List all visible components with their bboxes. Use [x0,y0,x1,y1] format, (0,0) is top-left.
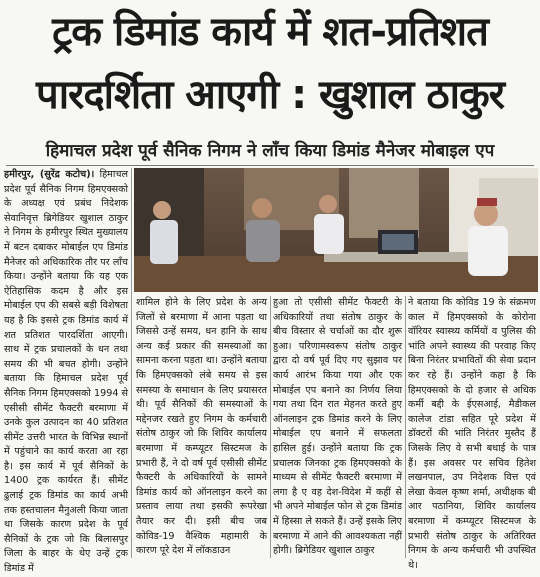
news-photo [134,168,538,292]
subheadline: हिमाचल प्रदेश पूर्व सैनिक निगम ने लॉंच किया डिमांड मैनेजर मोबाइल एप [45,141,495,161]
column-divider-3 [405,296,406,558]
headline-line-2: पारदर्शिता आएगी : खुशाल ठाकुर [35,72,505,118]
dateline: हमीरपुर, (सुरेंद्र कटोच)। [4,169,95,180]
headline-line-1: ट्रक डिमांड कार्य में शत-प्रतिशत [52,9,488,55]
column-2-text: शामिल होने के लिए प्रदेश के अन्य जिलों से बरमाणा में आना पड़ता था जिससे उन्हें समय, धन हानि के साथ अन्य कई प्रकार की समस्याओं का सामना करना पड़ता था। उन्होंने बताया कि हिमएक्सको लंबे समय से इस समस्या के समाधान के लिए प्रयासरत थी। पूर्व सैनिकों की समस्याओं के मद्देनजर रखते हुए निगम के कर्मचारी संतोष ठाकुर जो कि शिविर कार्यालय बरमाणा में कम्प्यूटर सिस्टमज के प्रभारी हैं, ने दो वर्ष पूर्व एसीसी सीमेंट फैक्टरी के अधिकारियों के सामने डिमांड कार्य को ऑनलाइन करने का प्रस्ताव लाया तथा इसकी रूपरेखा तैयार कर दी। इसी बीच जब कोविड-19 वैश्विक महामारी के कारण पूरे देश में लॉकडाउन [136,297,267,557]
column-divider-1 [131,168,132,558]
column-3-text: हुआ तो एसीसी सीमेंट फैक्टरी के अधिकारियों तथा संतोष ठाकुर के बीच विस्तार से चर्चाओं का दौर शुरू हुआ। परिणामस्वरूप संतोष ठाकुर द्वारा दो वर्ष पूर्व दिए गए सुझाव पर कार्य आरंभ किया गया और एक मोबाईल एप बनाने का निर्णय लिया गया तथा दिन रात मेहनत करते हुए ऑनलाइन ट्रक डिमांड करने के लिए मोबाईल एप बनाने में सफलता हासिल हुई। उन्होंने बताया कि ट्रक प्रचालक जिनका ट्रक हिमएक्सको के माध्यम से सीमेंट फैक्टरी बरमाणा में लगा है ए वह देश-विदेश में कहीं से भी अपने मोबाईल फोन से ट्रक डिमांड में हिस्सा ले सकते हैं। उन्हें इसके लिए बरमाणा में आने की आवश्यकता नहीं होगी। ब्रिगेडियर खुशाल ठाकुर [273,297,402,557]
column-4-text: ने बताया कि कोविड 19 के संक्रमण काल में हिमएक्सको के कोरोना वॉरियर स्वास्थ्य कर्मियों व पुलिस की भांति अपने स्वास्थ्य की परवाह किए बिना निरंतर प्रभावितों की सेवा प्रदान कर रहे हैं। उन्होंने कहा है कि हिमएक्सको के दो हजार से अधिक कर्मी बद्दी के ईएसआई, मैडीकल कालेज टांडा सहित पूरे प्रदेश में डॉक्टरों की भांति निरंतर मुस्तैद हैं जिसके लिए वे सभी बधाई के पात्र हैं। इस अवसर पर सचिव हितेश लखनपाल, उप निदेशक वित्त एवं लेखा केवल कृष्ण शर्मा, अधीक्षक बी आर पठानिया, शिविर कार्यालय बरमाणा में कम्प्यूटर सिस्टमज के प्रभारी संतोष ठाकुर के अतिरिक्त निगम के अन्य कर्मचारी भी उपस्थित थे। [408,297,536,571]
column-1-text: हिमाचल प्रदेश पूर्व सैनिक निगम हिमएक्सको के अध्यक्ष एवं प्रबंध निदेशक सेवानिवृत्त ब्रिगेडियर खुशाल ठाकुर ने निगम के हमीरपुर स्थित मुख्यालय में बटन दबाकर मोबाईल एप डिमांड मैनेजर को अधिकारिक तौर पर लॉंच किया। उन्होंने बताया कि यह एक ऐतिहासिक कदम है और इस मोबाईल एप की सबसे बड़ी विशेषता यह है कि इससे ट्रक डिमांड कार्य में शत प्रतिशत पारदर्शिता आएगी। साथ में ट्रक प्रचालकों के धन तथा समय की भी बचत होगी। उन्होंने बताया कि हिमाचल प्रदेश पूर्व सैनिक निगम हिमएक्सको 1994 से एसीसी सीमेंट फैक्टरी बरमाणा में उनके कुल उत्पादन का 40 प्रतिशत सीमेंट उत्तरी भारत के विभिन्न स्थानों में पहुंचाने का कार्य करता आ रहा है। इस कार्य में पूर्व सैनिकों के 1400 ट्रक कार्यरत हैं। सीमेंट ढुलाई ट्रक डिमांड का कार्य अभी तक हस्तचालन मैनुअली किया जाता था जिसके कारण प्रदेश के पूर्व सैनिकों के ट्रक जो कि बिलासपुर जिला के बाहर के थेए उन्हें ट्रक डिमांड में [4,169,128,575]
article-column-3 [273,296,402,558]
headline-divider [6,165,534,166]
column-divider-2 [270,296,271,558]
article-column-4 [408,296,536,571]
article-column-1 [4,168,128,575]
article-column-2 [136,296,267,558]
photo-illustration [134,168,538,292]
